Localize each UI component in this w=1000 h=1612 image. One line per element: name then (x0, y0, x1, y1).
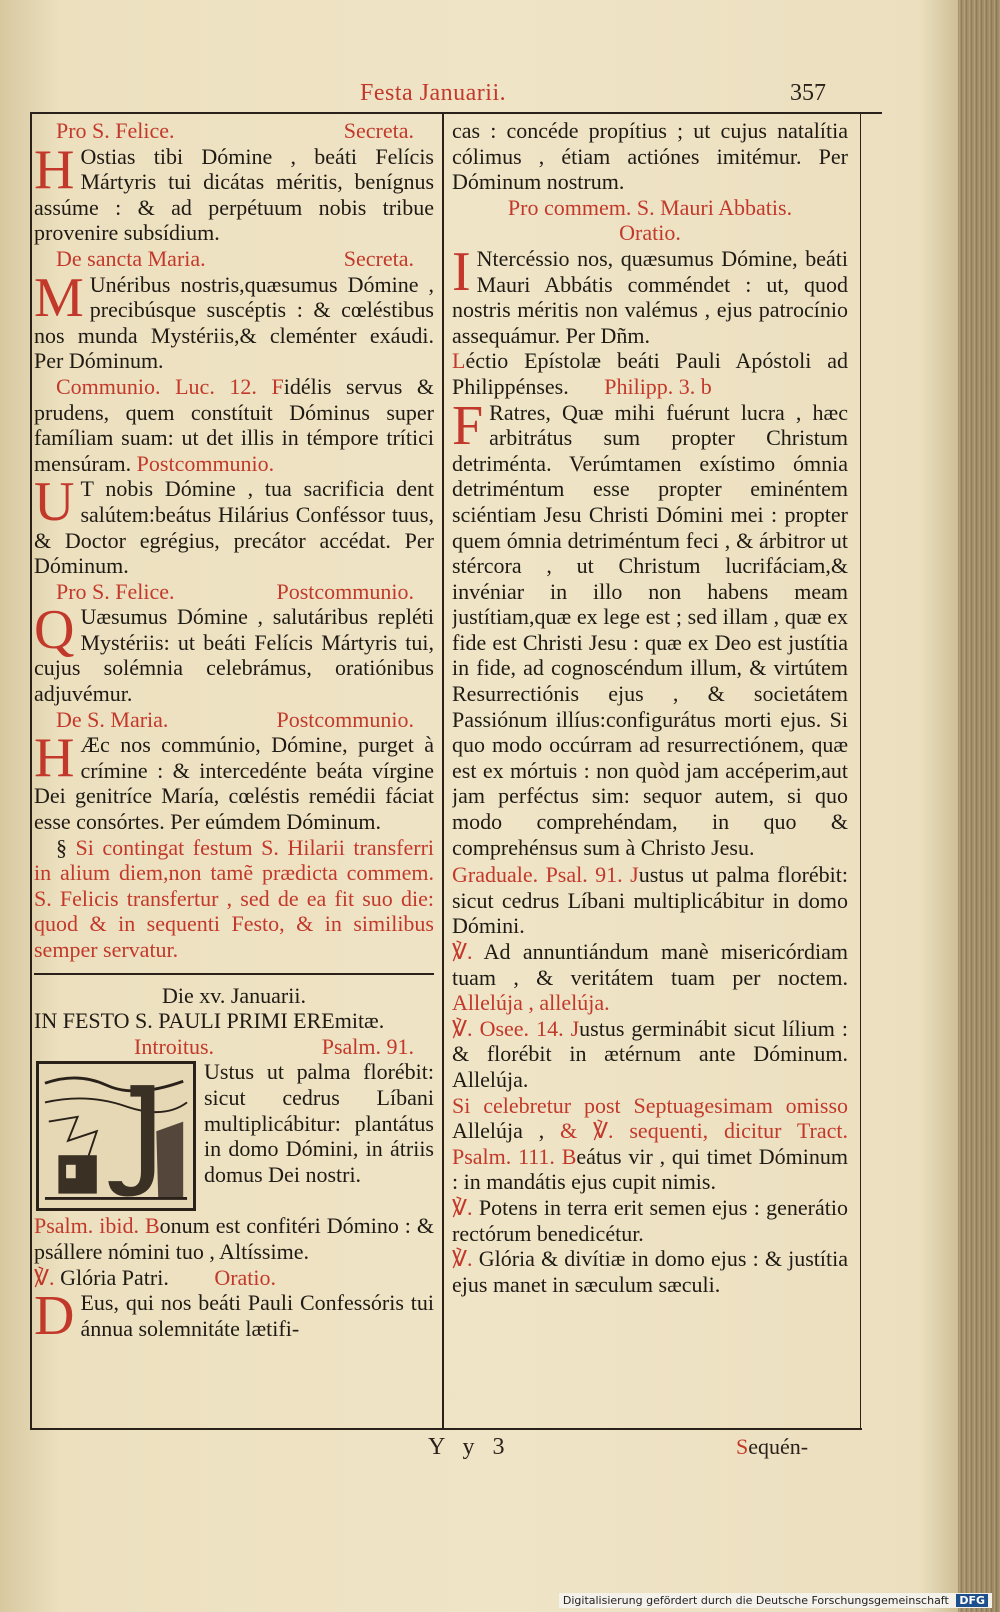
secreta-maria-text: M Unéribus nostris,quæsumus Dómine , precibúsque suscéptis : & cœléstibus nos munda Mystériis,& cleménter exáudi. Per Dóminum. (34, 266, 434, 374)
page-footer (30, 1432, 870, 1468)
rubric-note: § Si contingat festum S. Hilarii transferri in alium diem,non tamẽ prædicta commem. S. Felicis transfertur , sed de ea fit suo die: quod & in sequenti Festo, & in similibus semper servatur. (34, 834, 434, 962)
book-edge (958, 0, 1000, 1612)
running-title: Festa Januarii. (360, 80, 507, 106)
graduale-text: Graduale. Psal. 91. Justus ut palma florébit: sicut cedrus Líbani multiplicábitur in domo Dómini. (452, 862, 848, 939)
running-head (30, 78, 870, 112)
heading-de-s-maria-postcommunio: De S. Maria. Postcommunio. (56, 706, 414, 732)
feast-title: IN FESTO S. PAULI PRIMI EREmitæ. (34, 1008, 385, 1034)
postcommunio-hilarius-text: U T nobis Dómine , tua sacrificia dent salútem:beátus Hilárius Conféssor tuus, & Doctor egrégius, precátor accédat. Per Dóminum. (34, 471, 434, 579)
heading-pro-s-felice-secreta: Pro S. Felice. Secreta. (56, 118, 414, 143)
psalm-ibid-text: Psalm. ibid. Bonum est confitéri Dómino : & psállere nómini tuo , Altíssime. (34, 1213, 434, 1264)
epistle-text: F Ratres, Quæ mihi fuérunt lucra , hæc arbitrátus sum propter Christum detriménta. Verúmtamen exístimo ómnia detriméntum esse propter eminéntem sciéntiam Jesu Christi Dómini mei : propter quem ómnia detriméntum feci , & árbitror ut stércora , ut Christum lucrifáciam,& invéniar in illo non habens meam justítiam,quæ ex lege est ; sed illam , quæ ex fide est Christi Jesu : quæ ex Deo est justítia in fide, ad cognoscéndum illum, & virtútem Resurrectiónis ejus , & societátem Passiónum illíus:configurátus morti ejus. Si quo modo occúrram ad resurrectiónem, quæ est ex mórtuis : non quòd jam accéperim,aut jam perféctus sim: sequor autem, si quo modo comprehéndam, in quo & comprehénsus sum à Christo Jesu. (452, 394, 848, 860)
introitus-text: Ustus ut palma florébit: sicut cedrus Líbani multiplicábitur: plantátus in domo Dómini, in átriis domus Dei nostri. (34, 1059, 434, 1187)
page-number: 357 (790, 80, 826, 106)
lectio-heading: Léctio Epístolæ beáti Pauli Apóstoli ad Philippénses. Philipp. 3. b (452, 348, 848, 399)
woodcut-illustration-icon (39, 1064, 193, 1208)
left-frame-rule (30, 112, 32, 1430)
drop-initial: I (452, 240, 471, 303)
dfg-logo-icon: DFG (956, 1594, 988, 1607)
drop-initial: M (34, 266, 84, 329)
heading-oratio: Oratio. (619, 220, 681, 246)
heading-commem-mauri: Pro commem. S. Mauri Abbatis. (507, 194, 793, 220)
section-rule (34, 973, 434, 975)
column-divider (442, 112, 444, 1430)
top-rule (30, 112, 882, 114)
drop-initial: F (452, 394, 484, 457)
signature-mark: Y y 3 (428, 1434, 511, 1460)
drop-initial: U (34, 471, 75, 534)
drop-initial: Q (34, 599, 75, 662)
versicle-2: ℣. Osee. 14. Justus germinábit sicut lílium : & florébit in ætérnum ante Dóminum. Allelúja. (452, 1015, 848, 1092)
catchword: Sequén- (736, 1434, 809, 1459)
postcommunio-felice-text: Q Uæsumus Dómine , salutáribus repléti Mystériis: ut beáti Felícis Mártyris tui, cujus solémnia celebrámus, oratiónibus adjuvémur. (34, 599, 434, 707)
communio-text: Communio. Luc. 12. Fidélis servus & prudens, quem constítuit Dóminus super famíliam suam: ut det illis in témpore trítici mensúram. Postcommunio. (34, 373, 434, 476)
secreta-felice-text: H Ostias tibi Dómine , beáti Felícis Mártyris tui dicátas méritis, benígnus assúme : & ad perpétuum nobis tribue provenire subsídium. (34, 138, 434, 246)
postcommunio-maria-text: H Æc nos commúnio, Dómine, purget à crímine : & intercedénte beáta vírgine Dei genitríce María, cœléstis remédii fáciat esse consórtes. Per eúmdem Dóminum. (34, 727, 434, 835)
drop-initial: H (34, 138, 75, 201)
left-column (34, 118, 434, 1428)
oratio-text: D Eus, qui nos beáti Pauli Confessóris tui ánnua solemnitáte lætifi- (34, 1285, 434, 1348)
digitization-note: Digitalisierung gefördert durch die Deutsche Forschungsgemeinschaft DFG (559, 1593, 992, 1608)
oratio-continuation: cas : concéde propítius ; ut cujus natalítia cólimus , étiam actiónes imitémur. Per Dóminum nostrum. (452, 118, 848, 195)
right-column (452, 118, 848, 1428)
versicle-1: ℣. Ad annuntiándum manè misericórdiam tuam , & veritátem tuam per noctem. Allelúja , allelúja. (452, 939, 848, 1016)
septuagesima-rubric: Si celebretur post Septuagesimam omisso Allelúja , & ℣. sequenti, dicitur Tract. Psalm. 111. Beátus vir , qui timet Dóminum : in mandátis ejus cupit nimis. (452, 1092, 848, 1195)
right-frame-rule (860, 112, 861, 1430)
oratio-mauri-text: I Ntercéssio nos, quæsumus Dómine, beáti Mauri Abbátis comméndet : ut, quod nostris méritis non valémus , ejus patrocínio assequámur. Per Dñm. (452, 240, 848, 348)
bottom-rule (30, 1428, 862, 1430)
woodcut-initial-j (36, 1061, 196, 1211)
date-line: Die xv. Januarii. (162, 982, 306, 1008)
versicle-4: ℣. Glória & divítiæ in domo ejus : & justítia ejus manet in sæculum sæculi. (452, 1246, 848, 1297)
heading-pro-s-felice-postcommunio: Pro S. Felice. Postcommunio. (56, 578, 414, 604)
gloria-line: ℣. Glória Patri. Oratio. (34, 1264, 277, 1290)
drop-initial: D (34, 1285, 75, 1348)
heading-de-sancta-maria-secreta: De sancta Maria. Secreta. (56, 245, 414, 271)
drop-initial: H (34, 727, 75, 790)
heading-introitus: Introitus. Psalm. 91. (134, 1033, 414, 1059)
versicle-3: ℣. Potens in terra erit semen ejus : generátio rectórum benedicétur. (452, 1194, 848, 1246)
